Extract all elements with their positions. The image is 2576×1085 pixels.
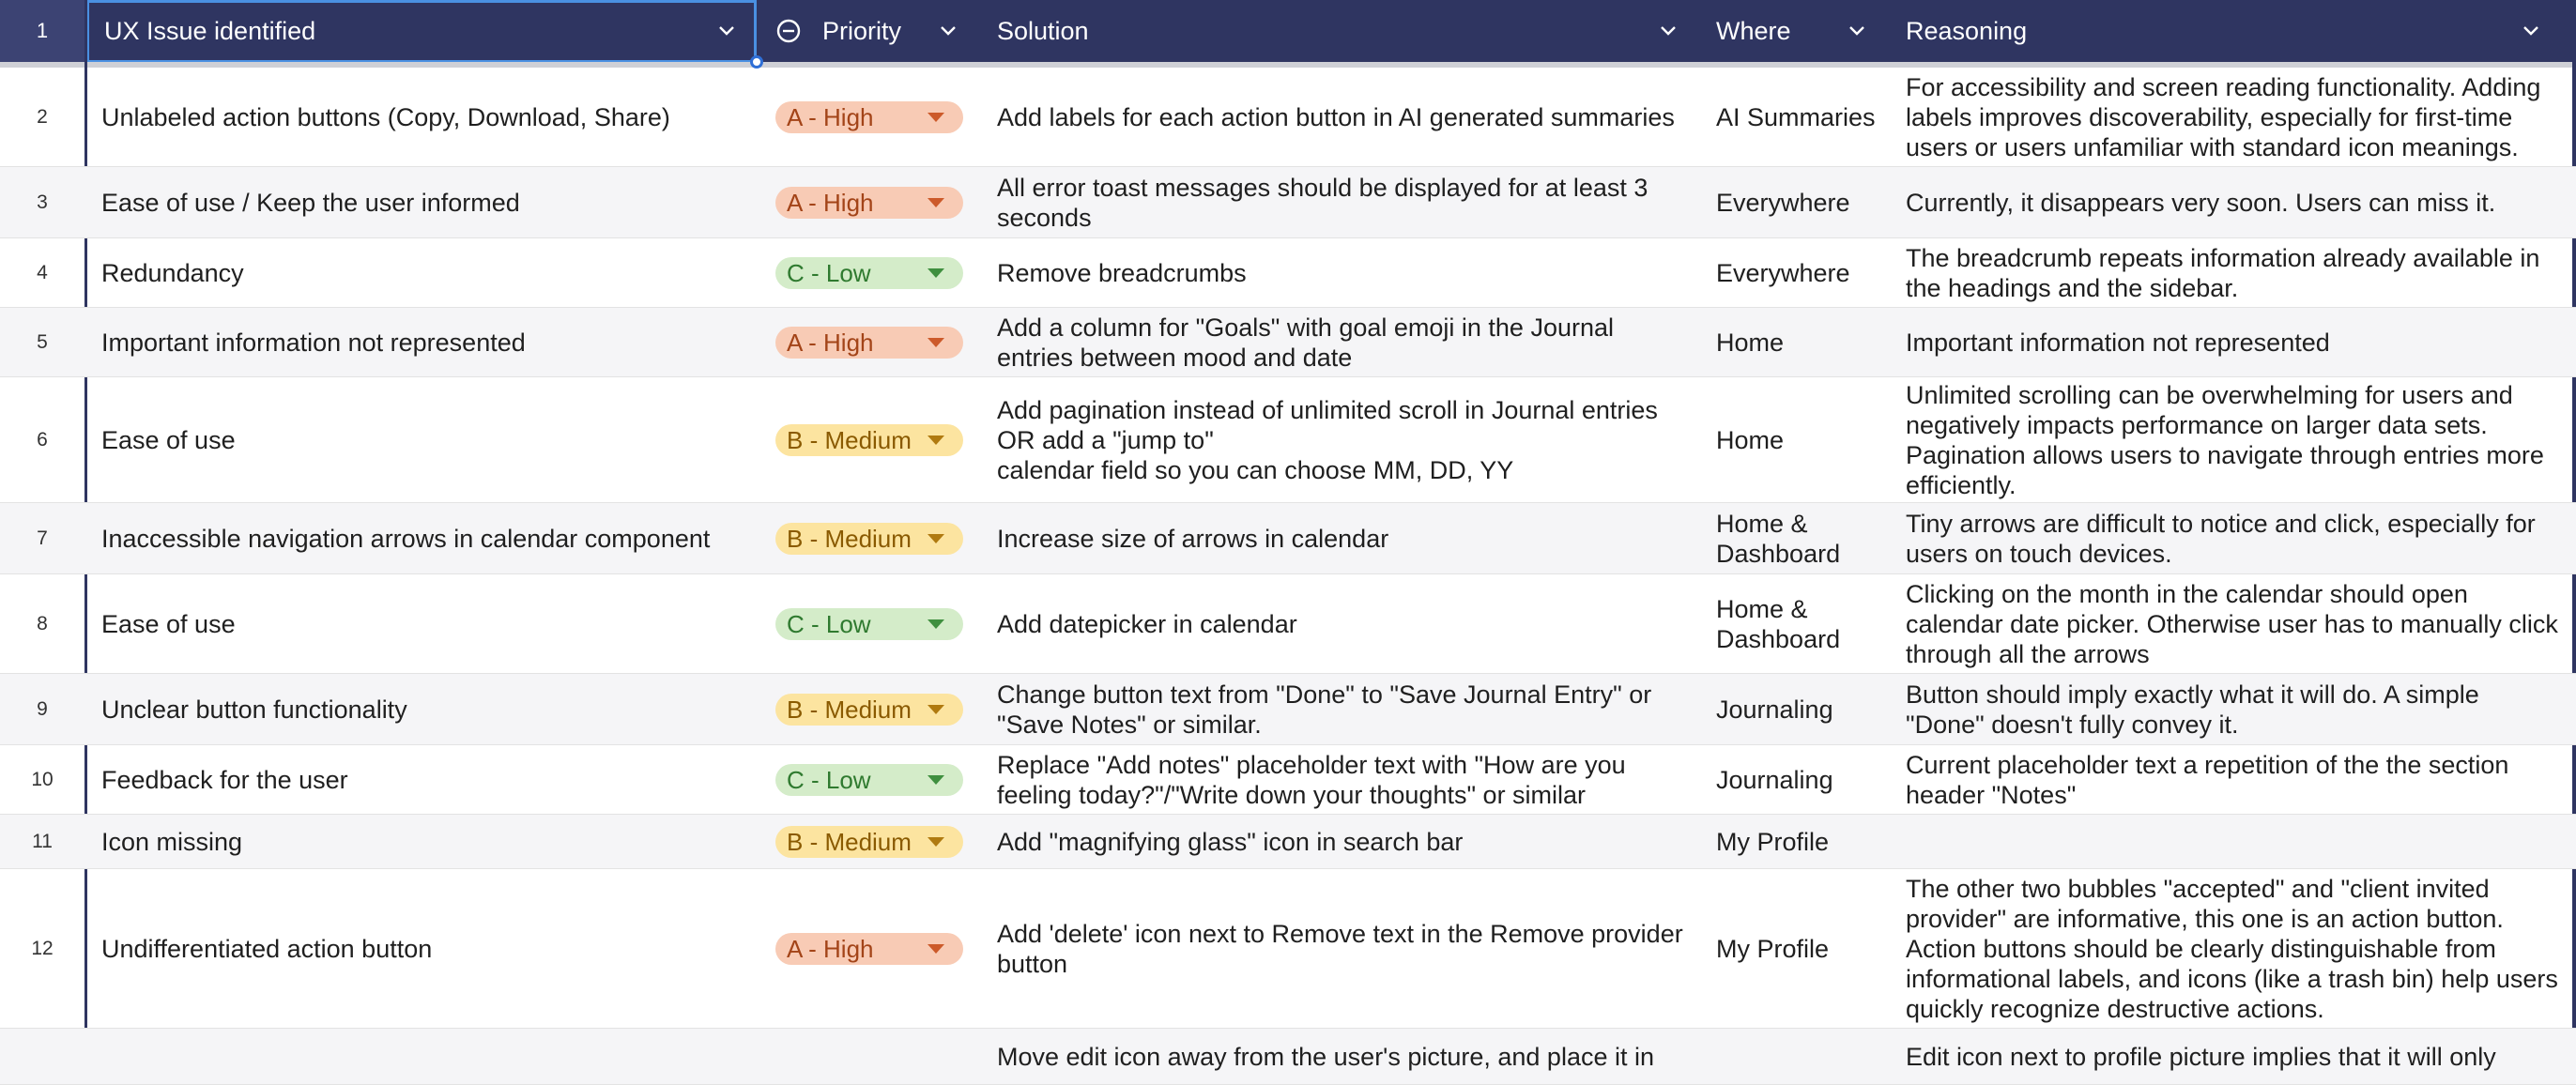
dropdown-arrow-icon[interactable] [928, 268, 944, 278]
column-header-reasoning[interactable] [1906, 0, 2516, 62]
where-cell[interactable]: Journaling [1716, 695, 1833, 724]
row-number: 4 [37, 262, 48, 283]
table-row[interactable] [0, 167, 2576, 238]
row-number: 6 [37, 429, 48, 451]
reasoning-cell[interactable]: Important information not represented [1906, 329, 2330, 357]
dropdown-arrow-icon[interactable] [928, 113, 944, 122]
issue-cell[interactable]: Inaccessible navigation arrows in calendar component [101, 525, 711, 553]
table-row[interactable] [0, 377, 2576, 503]
issue-cell[interactable]: Ease of use [101, 610, 236, 638]
column-header-label: UX Issue identified [104, 17, 316, 45]
where-cell[interactable]: Home [1716, 426, 1785, 454]
priority-select[interactable] [775, 523, 963, 555]
column-header-row [0, 0, 2576, 62]
priority-select[interactable] [775, 327, 963, 359]
reasoning-cell[interactable]: For accessibility and screen reading functionality. Adding labels improves discoverability, especially for first-time users or users unfamiliar with standard icon meanings. [1906, 73, 2541, 161]
priority-label: A - High [787, 102, 874, 131]
issue-cell[interactable]: Undifferentiated action button [101, 935, 433, 963]
table-row[interactable] [0, 1029, 2576, 1085]
priority-label: C - Low [787, 258, 871, 287]
table-row[interactable] [0, 68, 2576, 167]
chevron-down-icon[interactable] [1659, 22, 1678, 40]
where-cell[interactable]: Everywhere [1716, 259, 1850, 287]
reasoning-cell[interactable] [1906, 815, 2563, 869]
where-cell[interactable] [1716, 1029, 1885, 1085]
column-header-label: Solution [997, 16, 1089, 45]
priority-select[interactable] [775, 187, 963, 219]
priority-select[interactable] [775, 424, 963, 456]
where-cell[interactable]: Home & Dashboard [1716, 595, 1841, 653]
reasoning-cell[interactable]: The other two bubbles "accepted" and "client invited provider" are informative, this one is an action button. Action buttons should be clearly distinguishable from informational labels, and icons (like a trash bin) help users quickly recognize destructive actions. [1906, 875, 2558, 1023]
dropdown-arrow-icon[interactable] [928, 944, 944, 954]
priority-label: B - Medium [787, 524, 912, 553]
issue-cell[interactable]: Unlabeled action buttons (Copy, Download, Share) [101, 103, 670, 131]
column-header-solution[interactable] [997, 0, 1654, 62]
priority-label: B - Medium [787, 695, 912, 724]
solution-cell[interactable]: Add labels for each action button in AI generated summaries [997, 103, 1675, 131]
solution-cell[interactable]: Change button text from "Done" to "Save Journal Entry" or "Save Notes" or similar. [997, 680, 1652, 739]
priority-label: A - High [787, 934, 874, 963]
priority-select[interactable] [775, 933, 963, 965]
table-row[interactable] [0, 674, 2576, 745]
solution-cell[interactable]: All error toast messages should be displayed for at least 3 seconds [997, 174, 1648, 232]
row-number: 9 [37, 698, 48, 720]
selection-handle[interactable] [750, 55, 763, 69]
priority-select[interactable] [775, 608, 963, 640]
priority-select[interactable] [775, 826, 963, 858]
issue-cell[interactable]: Important information not represented [101, 329, 526, 357]
row-number: 8 [37, 613, 48, 634]
table-row[interactable] [0, 574, 2576, 674]
where-cell[interactable]: Journaling [1716, 766, 1833, 794]
solution-cell[interactable]: Remove breadcrumbs [997, 259, 1247, 287]
row-number: 5 [37, 331, 48, 353]
solution-cell[interactable]: Increase size of arrows in calendar [997, 525, 1389, 553]
priority-label: C - Low [787, 765, 871, 794]
priority-select[interactable] [775, 694, 963, 726]
dropdown-arrow-icon[interactable] [928, 837, 944, 847]
solution-cell[interactable]: Add "magnifying glass" icon in search bar [997, 828, 1464, 856]
priority-select[interactable] [775, 101, 963, 133]
dropdown-arrow-icon[interactable] [928, 619, 944, 629]
row-number: 7 [37, 527, 48, 549]
solution-cell[interactable]: Add datepicker in calendar [997, 610, 1297, 638]
column-header-label: Priority [822, 16, 902, 45]
priority-label: C - Low [787, 609, 871, 638]
where-cell[interactable]: My Profile [1716, 935, 1830, 963]
dropdown-arrow-icon[interactable] [928, 338, 944, 347]
chevron-down-icon[interactable] [1848, 22, 1866, 40]
issue-cell[interactable]: Feedback for the user [101, 766, 348, 794]
column-header-label: Where [1716, 16, 1791, 45]
table-row[interactable] [0, 745, 2576, 815]
row-number-header: 1 [0, 0, 84, 62]
issue-cell[interactable]: Ease of use / Keep the user informed [101, 189, 520, 217]
reasoning-cell[interactable]: Tiny arrows are difficult to notice and click, especially for users on touch devices. [1906, 510, 2536, 568]
where-cell[interactable]: Everywhere [1716, 189, 1850, 217]
solution-cell[interactable]: Move edit icon away from the user's picture, and place it in [997, 1043, 1654, 1071]
issue-cell[interactable] [101, 1029, 759, 1085]
row-number: 2 [37, 106, 48, 128]
column-header-issue[interactable] [86, 0, 757, 62]
column-header-label: Reasoning [1906, 16, 2028, 45]
dropdown-arrow-icon[interactable] [928, 534, 944, 543]
reasoning-cell[interactable]: Edit icon next to profile picture implies that it will only [1906, 1043, 2496, 1071]
chevron-down-icon[interactable] [939, 22, 958, 40]
table-row[interactable] [0, 869, 2576, 1029]
row-number [0, 1029, 84, 1085]
priority-label: B - Medium [787, 827, 912, 856]
where-cell[interactable]: Home [1716, 329, 1785, 357]
reasoning-cell[interactable]: Clicking on the month in the calendar should open calendar date picker. Otherwise user has to manually click through all the arrows [1906, 580, 2558, 668]
reasoning-cell[interactable]: Currently, it disappears very soon. Users can miss it. [1906, 189, 2496, 217]
priority-label: B - Medium [787, 425, 912, 454]
priority-label: A - High [787, 188, 874, 217]
where-cell[interactable]: My Profile [1716, 828, 1830, 856]
row-number: 10 [31, 769, 54, 790]
priority-label: A - High [787, 328, 874, 357]
issue-cell[interactable]: Icon missing [101, 828, 243, 856]
dropdown-field-icon [775, 18, 802, 44]
reasoning-cell[interactable]: Unlimited scrolling can be overwhelming for users and negatively impacts performance on larger data sets. Pagination allows users to navigate through entries more efficiently. [1906, 381, 2544, 499]
chevron-down-icon[interactable] [717, 22, 736, 40]
priority-select[interactable] [775, 764, 963, 796]
reasoning-cell[interactable]: Current placeholder text a repetition of the the section header "Notes" [1906, 751, 2509, 809]
reasoning-cell[interactable]: The breadcrumb repeats information already available in the headings and the sidebar. [1906, 244, 2540, 302]
where-cell[interactable]: AI Summaries [1716, 103, 1876, 131]
solution-cell[interactable]: Replace "Add notes" placeholder text with "How are you feeling today?"/"Write down your thoughts" or similar [997, 751, 1626, 809]
priority-select[interactable] [775, 257, 963, 289]
dropdown-arrow-icon[interactable] [928, 198, 944, 207]
solution-cell[interactable]: Add a column for "Goals" with goal emoji in the Journal entries between mood and date [997, 313, 1615, 372]
table-row[interactable] [0, 238, 2576, 308]
dropdown-arrow-icon[interactable] [928, 705, 944, 714]
row-number: 3 [37, 191, 48, 213]
dropdown-arrow-icon[interactable] [928, 775, 944, 785]
row-number: 12 [31, 938, 54, 959]
table-row[interactable] [0, 503, 2576, 574]
table-row[interactable] [0, 308, 2576, 377]
reasoning-cell[interactable]: Button should imply exactly what it will do. A simple "Done" doesn't fully convey it. [1906, 680, 2479, 739]
dropdown-arrow-icon[interactable] [928, 436, 944, 445]
table-row[interactable] [0, 815, 2576, 869]
issue-cell[interactable]: Ease of use [101, 426, 236, 454]
where-cell[interactable]: Home & Dashboard [1716, 510, 1841, 568]
issue-cell[interactable]: Redundancy [101, 259, 244, 287]
row-number: 11 [32, 831, 53, 852]
column-header-where[interactable] [1716, 0, 1857, 62]
solution-cell[interactable]: Add 'delete' icon next to Remove text in the Remove provider button [997, 920, 1683, 978]
solution-cell[interactable]: Add pagination instead of unlimited scroll in Journal entries OR add a "jump to" calendar field so you can choose MM, DD, YY [997, 396, 1658, 484]
issue-cell[interactable]: Unclear button functionality [101, 695, 407, 724]
chevron-down-icon[interactable] [2522, 22, 2540, 40]
